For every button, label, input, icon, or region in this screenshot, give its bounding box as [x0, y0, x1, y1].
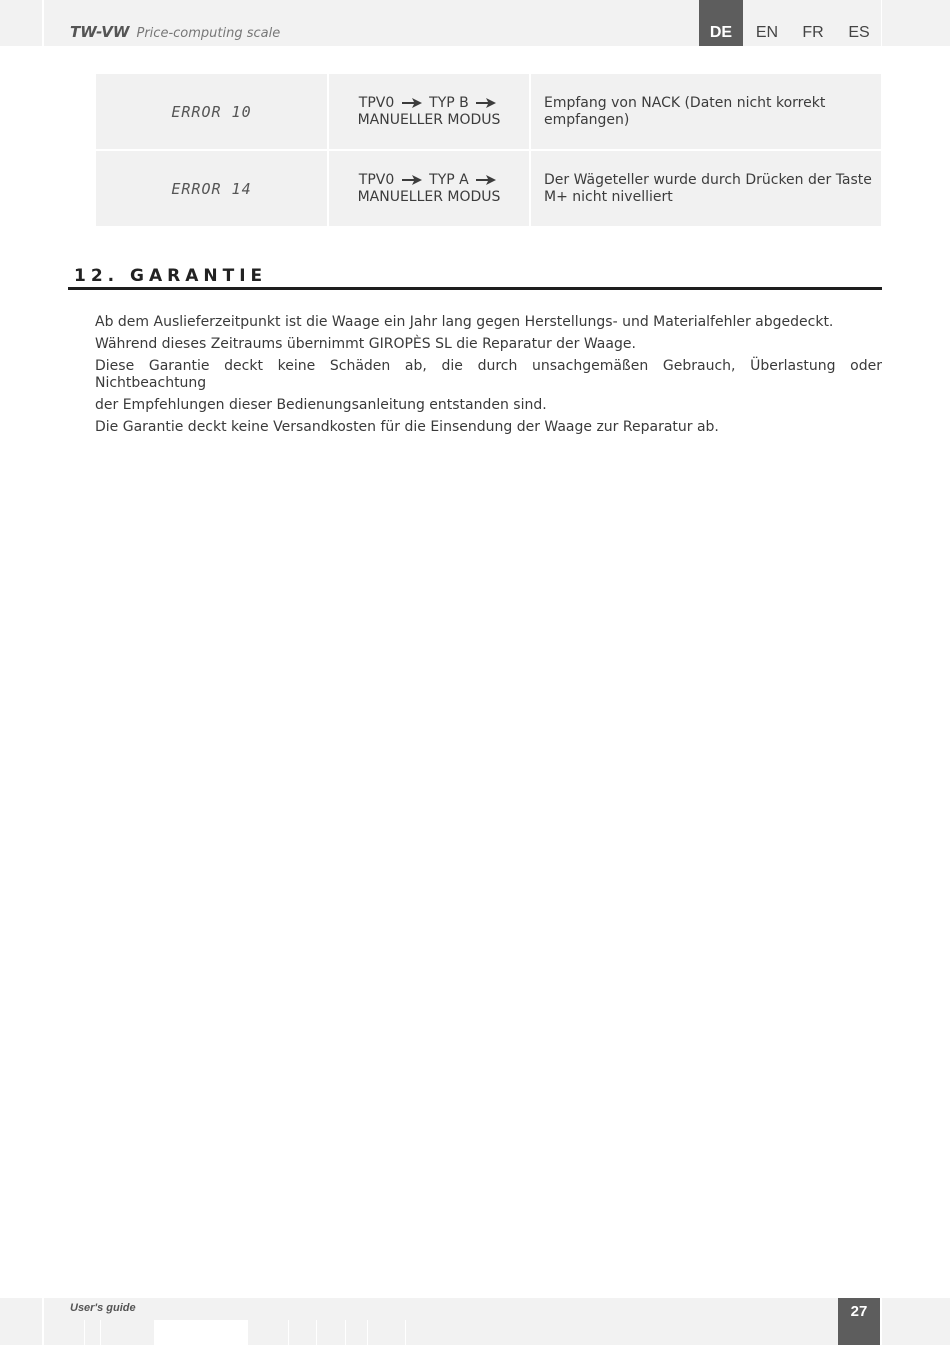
model-description: Price-computing scale: [136, 26, 281, 41]
footer-tick: [316, 1320, 317, 1345]
paragraph: Diese Garantie deckt keine Schäden ab, die durch unsachgemäßen Gebrauch, Überlastung oder Nichtbeachtung: [95, 358, 882, 391]
paragraph: Ab dem Auslieferzeitpunkt ist die Waage ein Jahr lang gegen Herstellungs- und Materialfehler abgedeckt.: [95, 314, 834, 330]
menu-path-cell: [329, 74, 529, 149]
header-divider-left: [42, 0, 44, 46]
tab-language-de[interactable]: DE: [699, 0, 743, 46]
menu-path-mid: TYP A: [429, 171, 469, 188]
paragraph: Die Garantie deckt keine Versandkosten für die Einsendung der Waage zur Reparatur ab.: [95, 419, 719, 435]
menu-path-start: TPV0: [358, 94, 395, 111]
menu-path: [359, 172, 499, 189]
error-code: ERROR 10: [171, 102, 252, 121]
table-row: [96, 151, 881, 226]
arrow-right-icon: [476, 175, 496, 185]
arrow-right-icon: [402, 175, 422, 185]
menu-path-start: TPV0: [358, 171, 395, 188]
arrow-right-icon: [402, 98, 422, 108]
menu-path-mode: MANUELLER MODUS: [357, 188, 501, 205]
language-tabs: [699, 0, 883, 46]
page-number: 27: [838, 1298, 880, 1345]
error-code: ERROR 14: [171, 179, 252, 198]
tab-language-en[interactable]: EN: [745, 0, 789, 46]
arrow-right-icon: [476, 98, 496, 108]
section-title: 12. GARANTIE: [74, 266, 268, 286]
tab-language-es[interactable]: ES: [837, 0, 881, 46]
model-name: TW-VW: [70, 23, 130, 41]
error-description: Der Wägeteller wurde durch Drücken der Taste M+ nicht nivelliert: [531, 151, 881, 226]
table-row: [96, 74, 881, 149]
footer-divider-right: [880, 1298, 882, 1345]
document-brand: [70, 22, 280, 41]
menu-path-mid: TYP B: [429, 94, 469, 111]
footer-panel: [154, 1320, 248, 1345]
error-description: Empfang von NACK (Daten nicht korrekt empfangen): [531, 74, 881, 149]
footer-tick: [84, 1320, 85, 1345]
footer-divider-left: [42, 1298, 44, 1345]
error-code-cell: [96, 151, 327, 226]
page-footer: [0, 1298, 950, 1345]
menu-path: [359, 95, 499, 112]
menu-path-mode: MANUELLER MODUS: [357, 111, 501, 128]
footer-tick: [288, 1320, 289, 1345]
error-code-cell: [96, 74, 327, 149]
footer-tick: [345, 1320, 346, 1345]
paragraph: Während dieses Zeitraums übernimmt GIROPÈS SL die Reparatur der Waage.: [95, 336, 636, 352]
footer-guide-label: User's guide: [70, 1302, 136, 1314]
footer-tick: [405, 1320, 406, 1345]
footer-tick: [367, 1320, 368, 1345]
tab-language-fr[interactable]: FR: [791, 0, 835, 46]
paragraph: der Empfehlungen dieser Bedienungsanleitung entstanden sind.: [95, 397, 547, 413]
section-body: [95, 314, 882, 441]
footer-tick: [100, 1320, 101, 1345]
menu-path-cell: [329, 151, 529, 226]
section-divider: [68, 287, 882, 290]
